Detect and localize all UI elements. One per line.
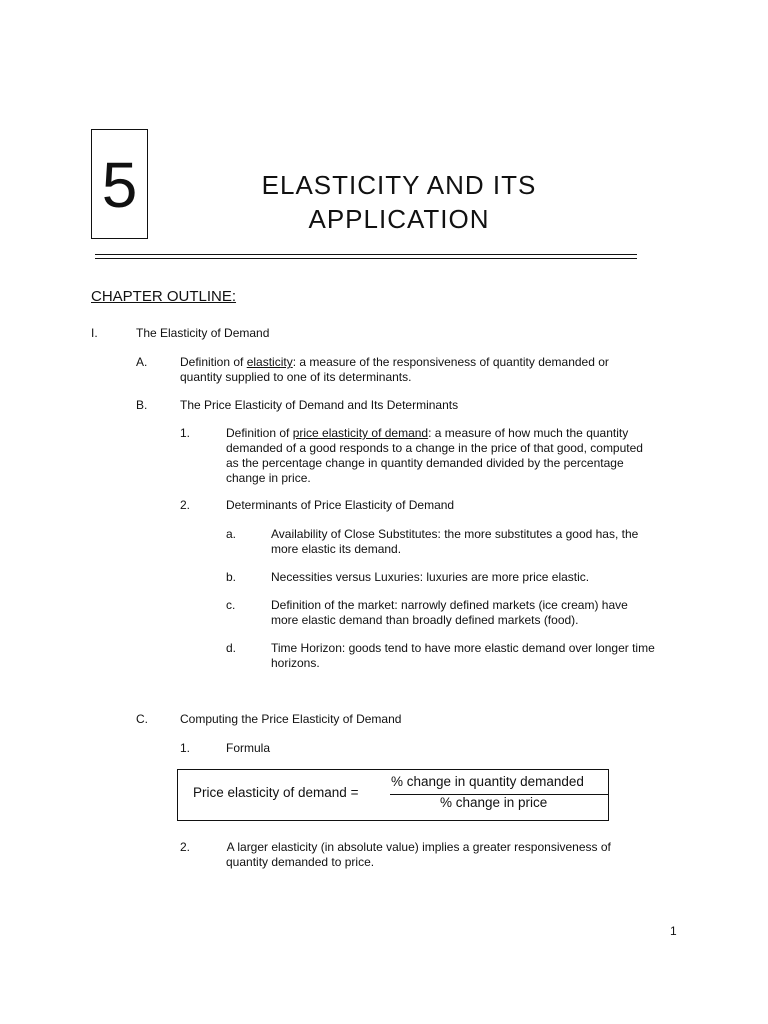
page-number: 1 xyxy=(670,924,677,938)
section-b2-text: Determinants of Price Elasticity of Demand xyxy=(226,498,455,512)
section-a-marker: A. xyxy=(136,355,148,369)
section-a-post: : a measure of the responsiveness of quantity demanded or xyxy=(292,355,609,369)
title-rule-bottom xyxy=(95,258,637,259)
section-c1-marker: 1. xyxy=(180,741,191,755)
section-a-line2: quantity supplied to one of its determinants. xyxy=(180,370,412,384)
section-b1-line2: demanded of a good responds to a change in the price of that good, computed xyxy=(226,441,643,455)
formula-denominator: % change in price xyxy=(440,795,548,810)
formula-box xyxy=(177,769,609,821)
section-c-text: Computing the Price Elasticity of Demand xyxy=(180,712,402,726)
section-i-marker: I. xyxy=(91,326,98,340)
item-d-line2: horizons. xyxy=(271,656,320,670)
section-i-text: The Elasticity of Demand xyxy=(136,326,270,340)
item-a-line2: more elastic its demand. xyxy=(271,542,402,556)
chapter-number: 5 xyxy=(101,149,138,221)
section-b1-line4: change in price. xyxy=(226,471,311,485)
item-a-marker: a. xyxy=(226,527,237,541)
chapter-title-line2: APPLICATION xyxy=(308,204,490,234)
item-c-line2: more elastic demand than broadly defined markets (food). xyxy=(271,613,579,627)
item-c-marker: c. xyxy=(226,598,236,612)
section-c2-line2: quantity demanded to price. xyxy=(226,855,375,869)
section-b1-post: : a measure of how much the quantity xyxy=(428,426,629,440)
item-c-line1: Definition of the market: narrowly defined markets (ice cream) have xyxy=(271,598,628,612)
section-b1-pre: Definition of xyxy=(226,426,293,440)
outline-heading: CHAPTER OUTLINE: xyxy=(91,288,237,305)
section-a-pre: Definition of xyxy=(180,355,247,369)
section-a-text xyxy=(180,355,609,370)
item-a-line1: Availability of Close Substitutes: the more substitutes a good has, the xyxy=(271,527,639,541)
section-b1-line3: as the percentage change in quantity demanded divided by the percentage xyxy=(226,456,624,470)
item-d-line1: Time Horizon: goods tend to have more elastic demand over longer time xyxy=(271,641,655,655)
section-b2-marker: 2. xyxy=(180,498,191,512)
chapter-title xyxy=(215,168,583,236)
term-elasticity: elasticity xyxy=(246,355,293,369)
section-c2-line1: A larger elasticity (in absolute value) implies a greater responsiveness of xyxy=(224,840,611,854)
item-b-marker: b. xyxy=(226,570,237,584)
section-b1-text xyxy=(226,426,628,441)
section-b-text: The Price Elasticity of Demand and Its Determinants xyxy=(180,398,459,412)
formula-label: Price elasticity of demand = xyxy=(193,785,359,800)
chapter-title-line1: ELASTICITY AND ITS xyxy=(261,170,537,200)
chapter-number-box xyxy=(91,129,148,239)
section-c1-text: Formula xyxy=(226,741,271,755)
formula-numerator: % change in quantity demanded xyxy=(391,774,584,789)
section-b1-marker: 1. xyxy=(180,426,191,440)
section-c-marker: C. xyxy=(136,712,148,726)
item-d-marker: d. xyxy=(226,641,237,655)
item-b-line1: Necessities versus Luxuries: luxuries are more price elastic. xyxy=(271,570,590,584)
term-price-elasticity: price elasticity of demand xyxy=(292,426,429,440)
title-rule-top xyxy=(95,254,637,255)
section-c2-marker: 2. xyxy=(180,840,191,854)
section-b-marker: B. xyxy=(136,398,148,412)
